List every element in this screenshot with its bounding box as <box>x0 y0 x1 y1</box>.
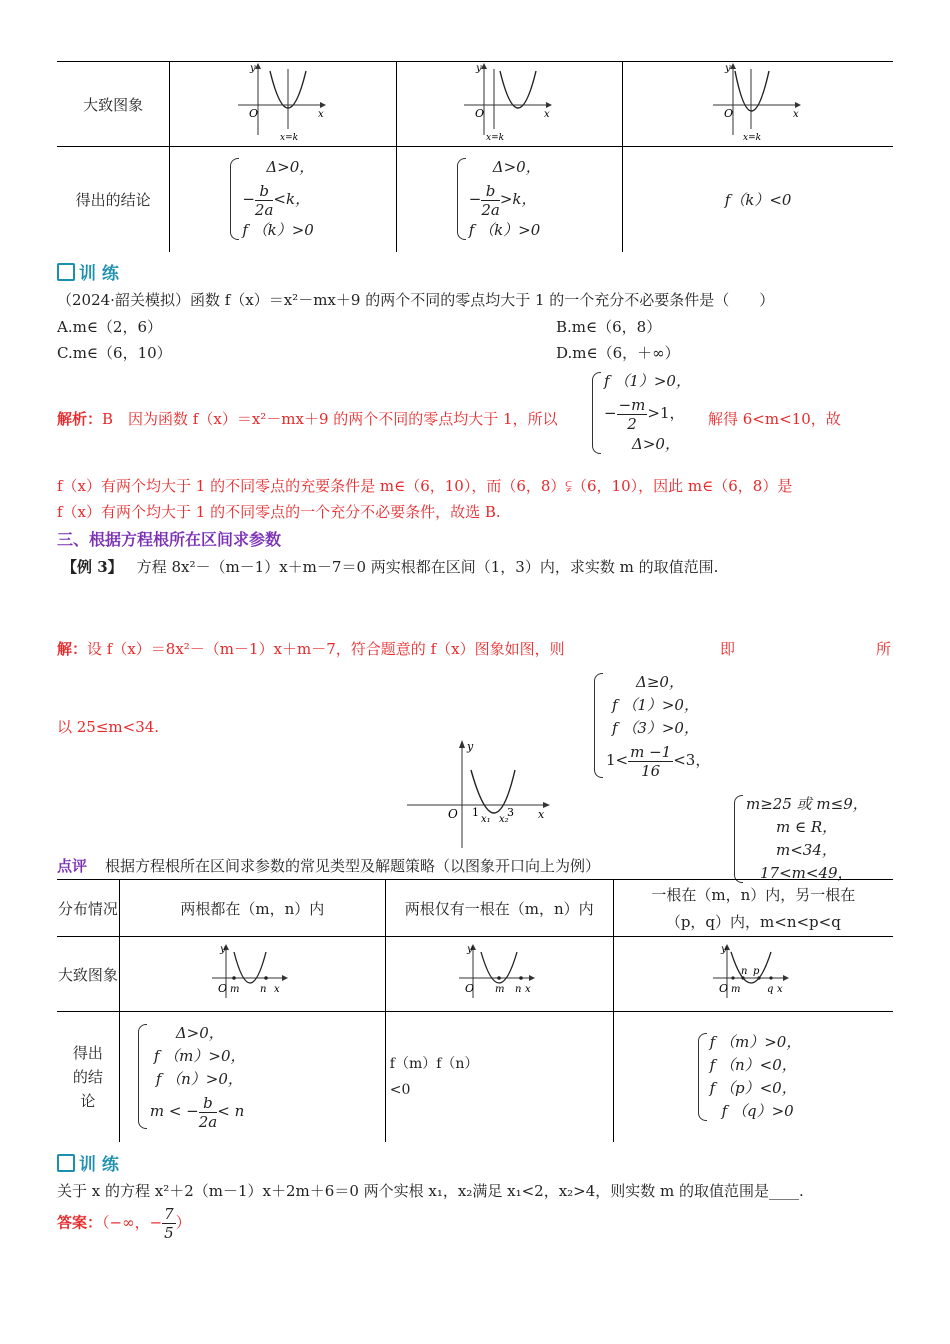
svg-text:y: y <box>220 944 226 955</box>
root-condition-table <box>57 61 893 252</box>
training-header-2: 训 练 <box>57 1150 119 1175</box>
comment-line: 点评 根据方程根所在区间求参数的常见类型及解题策略（以图象开口向上为例） <box>57 857 601 875</box>
row-label-conclusion: 得出的结论 <box>75 190 151 209</box>
conclusion-split: f （m）>0， f （n）<0， f （p）<0， f （q）>0 <box>613 1012 893 1142</box>
svg-text:O: O <box>465 982 475 995</box>
training-problem-2: 关于 x 的方程 x²＋2（m－1）x＋2m＋6＝0 两个实根 x₁，x₂满足 x₁<2，x₂>4，则实数 m 的取值范围是____. <box>57 1182 804 1200</box>
svg-text:n: n <box>515 984 522 995</box>
solution-end: 以 25≤m<34. <box>57 718 160 736</box>
analysis-intro: 解析：B 因为函数 f（x）＝x²－mx＋9 的两个不同的零点均大于 1，所以 <box>57 410 558 428</box>
hdr-split: 一根在（m，n）内，另一根在 （p，q）内，m<n<p<q <box>613 880 893 937</box>
parabola-graph-3 <box>713 63 803 141</box>
training-problem-1: （2024·韶关模拟）函数 f（x）＝x²－mx＋9 的两个不同的零点均大于 1 的一个充分不必要条件是（ ） <box>57 291 775 309</box>
example-parabola-figure <box>405 738 555 850</box>
svg-text:q: q <box>767 984 774 995</box>
svg-text:O: O <box>249 107 259 120</box>
svg-text:m: m <box>495 984 505 995</box>
row-conclusion-label: 得出的结论 <box>72 1043 103 1110</box>
svg-text:y: y <box>467 944 473 955</box>
example-3: 【例 3】 方程 8x²－（m－1）x＋m－7＝0 两实根都在区间（1，3）内，求实数 m 的取值范围. <box>62 558 719 576</box>
svg-text:x: x <box>544 109 551 120</box>
graph-cell-1 <box>170 62 396 147</box>
svg-text:3: 3 <box>507 806 514 819</box>
conclusion-both-in: Δ>0， f （m）>0， f （n）>0， m < − $\frac{b}{2a}$ < n <box>119 1012 385 1142</box>
distribution-table <box>57 879 893 1142</box>
hdr-both-in: 两根都在（m，n）内 <box>119 880 385 937</box>
svg-text:O: O <box>475 107 485 120</box>
svg-text:O: O <box>724 107 734 120</box>
svg-text:y: y <box>250 63 256 74</box>
svg-text:x: x <box>274 984 280 995</box>
training-header-1: 训 练 <box>57 259 119 284</box>
svg-text:x=k: x=k <box>743 133 762 141</box>
conclusion-cell-1: Δ>0， − $\frac{b}{2a}$ <k， f （k）>0 <box>170 147 396 252</box>
conclusion-cell-2: Δ>0， − $\frac{b}{2a}$ >k， f （k）>0 <box>396 147 622 252</box>
training-icon <box>57 1154 75 1172</box>
svg-text:1: 1 <box>472 806 479 819</box>
row-graph-label: 大致图象 <box>57 965 118 984</box>
conclusion-cell-3: f（k）<0 <box>623 147 893 252</box>
graph-cell-2 <box>396 62 622 147</box>
solution-system-a: Δ≥0， f （1）>0， f （3）>0， 1< $\frac{m -1}{16}$ <3， <box>594 671 950 780</box>
svg-text:O: O <box>448 807 458 821</box>
analysis-line3: f（x）有两个均大于 1 的不同零点的一个充分不必要条件，故选 B. <box>57 503 501 521</box>
svg-text:x: x <box>793 109 799 120</box>
svg-text:x₁: x₁ <box>481 814 491 825</box>
graph-split-svg <box>713 944 793 1000</box>
option-d: D.m∈（6，＋∞） <box>556 344 680 362</box>
graph-both-in <box>119 937 385 1012</box>
hdr-one-in: 两根仅有一根在（m，n）内 <box>385 880 613 937</box>
analysis-tail: 解得 6<m<10，故 <box>708 410 841 428</box>
graph-one-in <box>385 937 613 1012</box>
graph-both-in-svg <box>212 944 292 1000</box>
analysis-line2: f（x）有两个均大于 1 的不同零点的充要条件是 m∈（6，10），而（6，8）⫋（6，10），因此 m∈（6，8）是 <box>57 477 793 495</box>
graph-one-in-svg <box>459 944 539 1000</box>
svg-text:O: O <box>218 982 228 995</box>
training-icon <box>57 263 75 281</box>
hdr-distribution: 分布情况 <box>57 899 118 918</box>
suo-word: 所 <box>876 640 892 658</box>
svg-text:y: y <box>721 944 727 955</box>
svg-text:n: n <box>260 984 267 995</box>
svg-text:y: y <box>725 63 731 74</box>
option-b: B.m∈（6，8） <box>556 318 662 336</box>
parabola-graph-2 <box>464 63 554 141</box>
svg-text:m: m <box>230 984 240 995</box>
conclusion-one-in: f（m）f（n） <0 <box>385 1012 613 1142</box>
option-a: A.m∈（2，6） <box>57 318 163 336</box>
parabola-graph-1 <box>238 63 328 141</box>
svg-text:x: x <box>538 808 545 821</box>
svg-text:m: m <box>731 984 741 995</box>
analysis-system: f （1）>0， − $\frac{-m}{2}$ >1， Δ>0， <box>592 370 950 456</box>
svg-text:x=k: x=k <box>486 133 505 141</box>
svg-text:x: x <box>777 984 783 995</box>
svg-text:x: x <box>525 984 531 995</box>
svg-text:n: n <box>741 966 748 977</box>
svg-text:O: O <box>719 982 729 995</box>
graph-split <box>613 937 893 1012</box>
svg-text:y: y <box>467 740 474 753</box>
solution-system-b: m≥25 或 m≤9， m ∈ R， m<34， 17<m<49， <box>734 793 950 885</box>
option-c: C.m∈（6，10） <box>57 344 172 362</box>
svg-text:y: y <box>476 63 483 74</box>
svg-text:p: p <box>753 966 760 977</box>
row-label-graph: 大致图象 <box>83 95 144 114</box>
svg-text:x: x <box>318 109 324 120</box>
answer-line: 答案：（−∞，− $\frac{7}{5}$ ） <box>57 1205 191 1242</box>
section-title: 三、根据方程根所在区间求参数 <box>57 530 282 549</box>
ji-word: 即 <box>720 640 736 658</box>
solution-intro: 解：设 f（x）＝8x²－（m－1）x＋m－7，符合题意的 f（x）图象如图，则 <box>57 640 565 658</box>
svg-text:x=k: x=k <box>280 133 299 141</box>
svg-text:x₂: x₂ <box>499 814 509 825</box>
graph-cell-3 <box>623 62 893 147</box>
